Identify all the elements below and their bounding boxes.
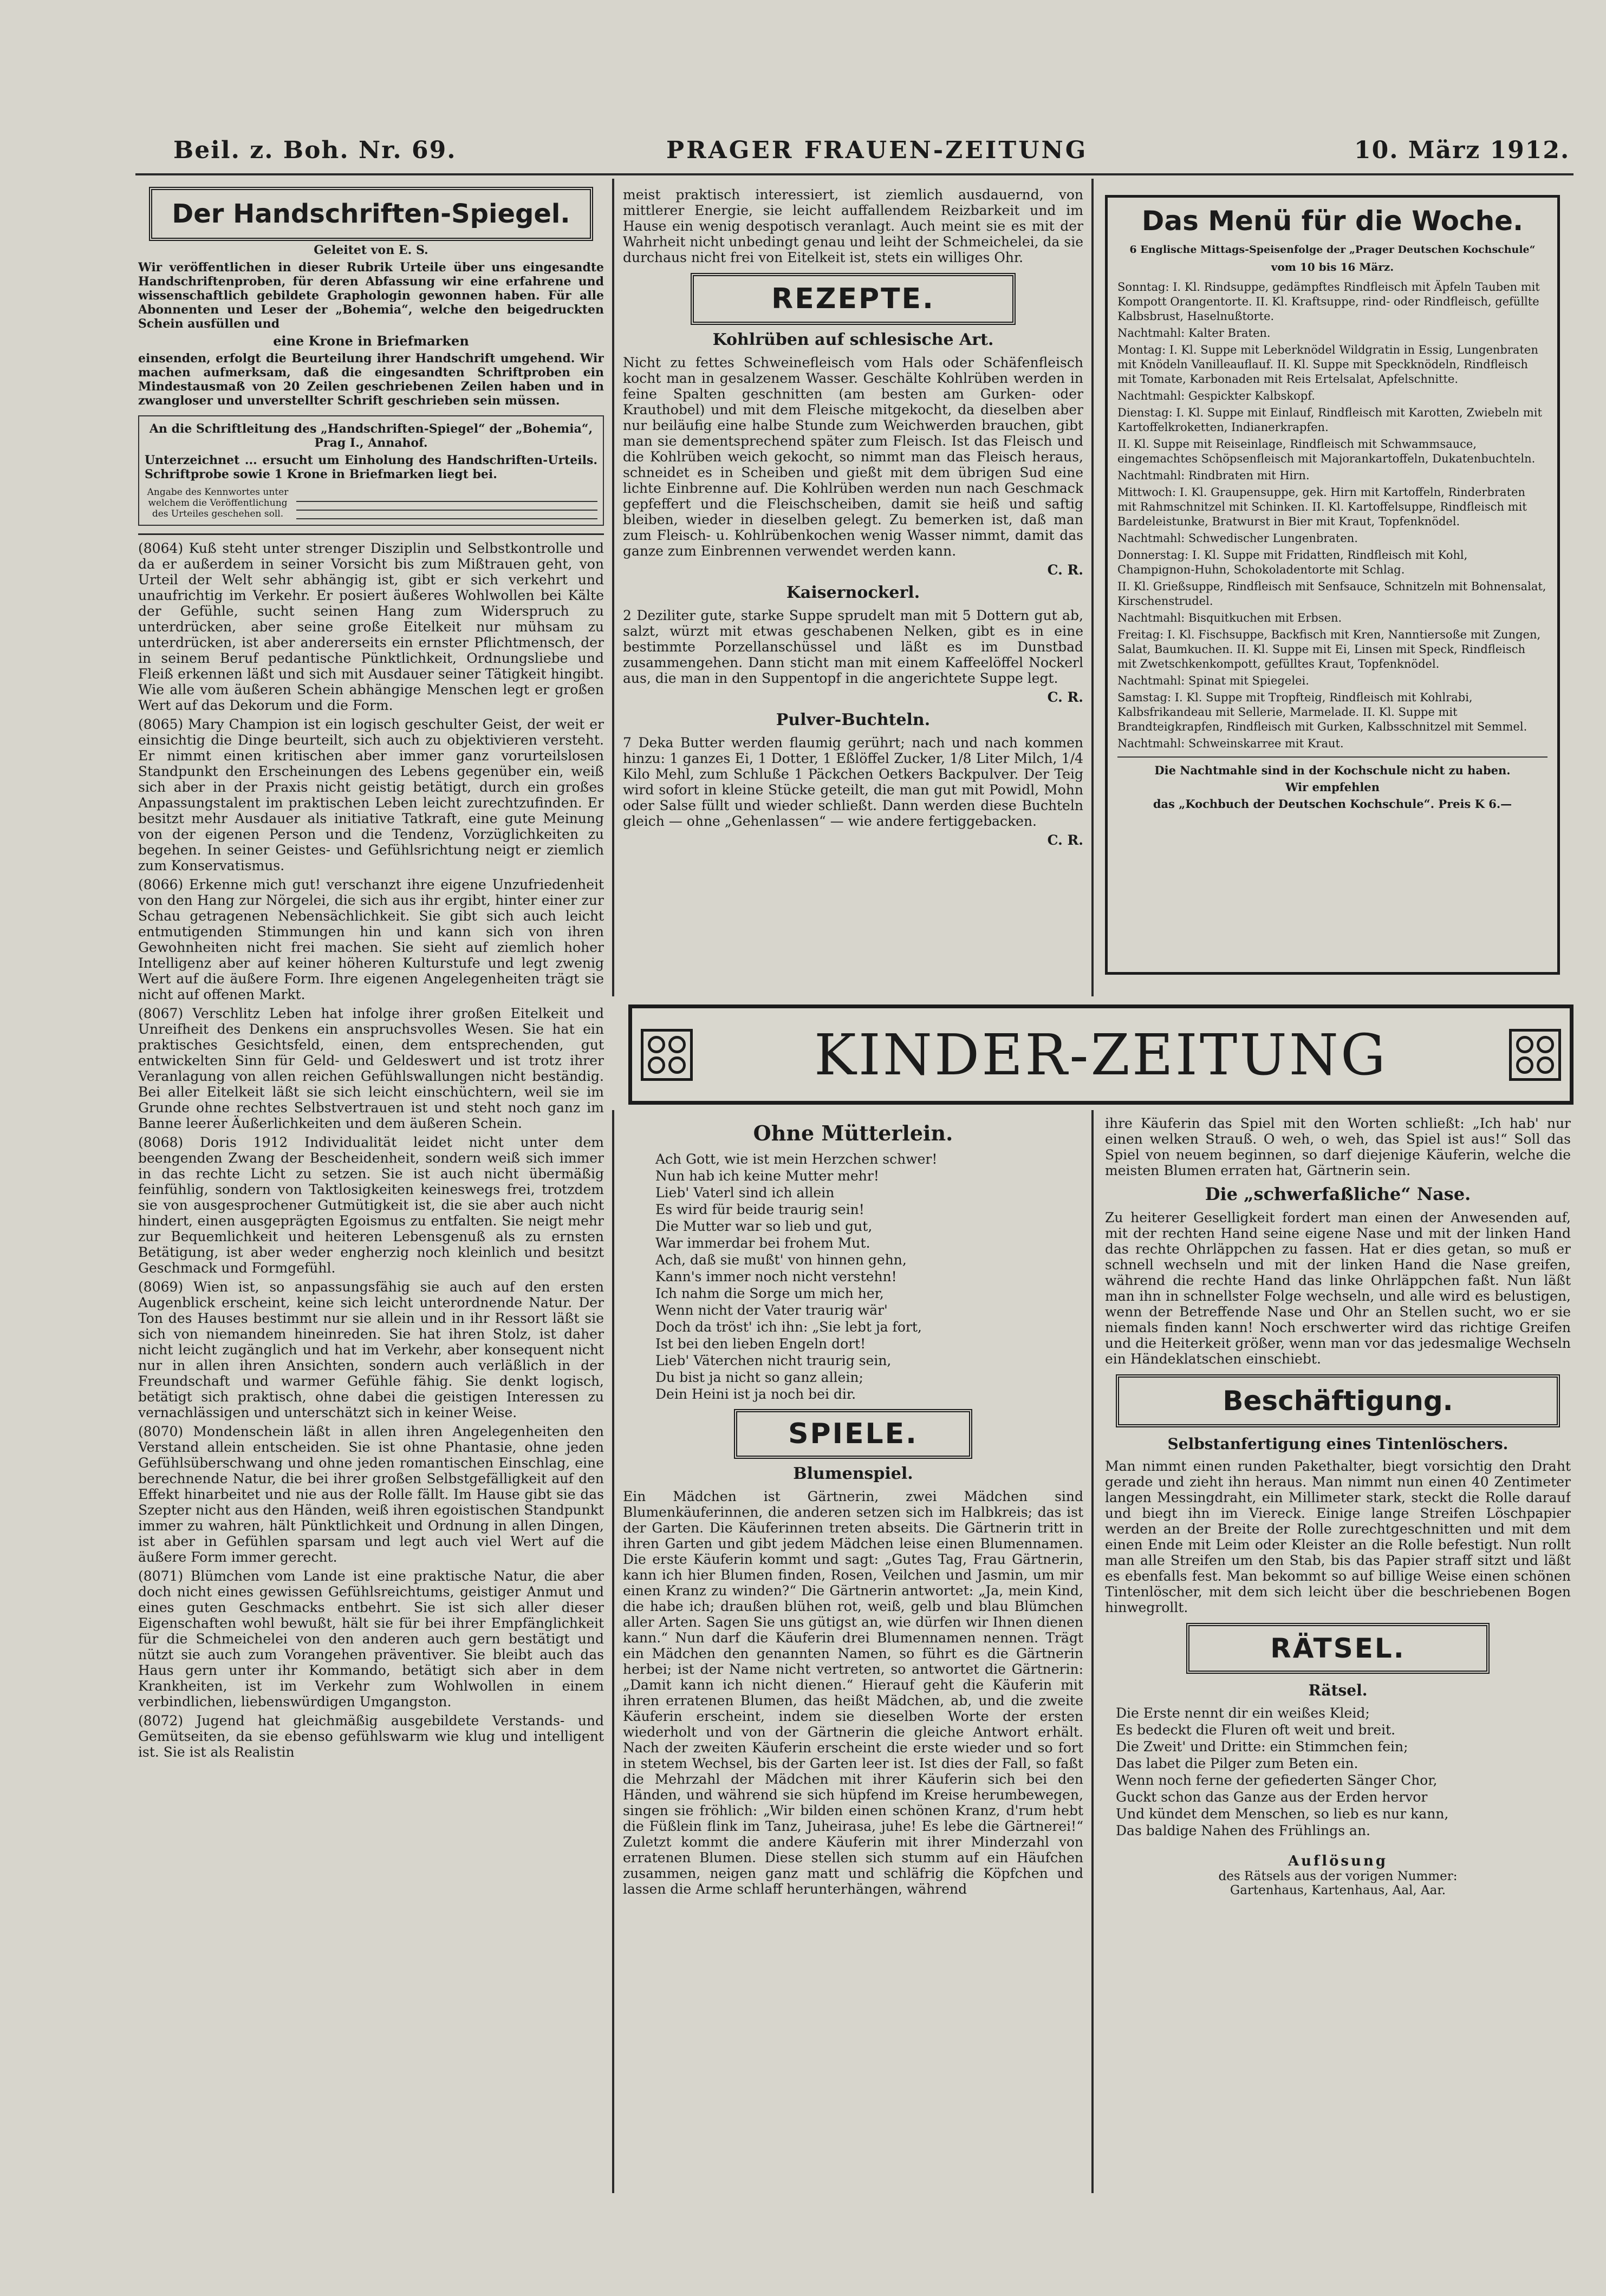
raetsel-line: Die Zweit' und Dritte: ein Stimmchen fein; <box>1116 1739 1408 1754</box>
handwriting-entry: (8070) Mondenschein läßt in allen ihren Angelegenheiten den Verstand allein entscheiden. Sie ist ohne Phantasie, ohne jeden Gefühlsüberschwang und ohne jeden romantischen Einschlag, eine berechnende Natur, die bei ihrer großen Selbstgefälligkeit auf den Effekt hinarbeitet und nie aus der Rolle fällt. Im Hause gibt sie das Szepter nicht aus den Händen, weiß ihren egoistischen Standpunkt immer zu wahren, hält Pünktlichkeit und Ordnung in allen Dingen, ist aber in Gefühlen sparsam und legt auch viel Wert auf die äußere Form immer gerecht. <box>138 1424 604 1565</box>
issue-date: 10. März 1912. <box>1354 136 1570 164</box>
poem-title: Ohne Mütterlein. <box>753 1121 953 1145</box>
column-rule <box>612 179 614 996</box>
poem-line: Lieb' Väterchen nicht traurig sein, <box>655 1353 892 1368</box>
menu-day: Nachtmahl: Gespickter Kalbskopf. <box>1117 389 1315 402</box>
menu-day: Dienstag: I. Kl. Suppe mit Einlauf, Rindfleisch mit Karotten, Zwiebeln mit Kartoffelkroketten, Indianerkrapfen. <box>1117 406 1542 434</box>
handwriting-entry: (8072) Jugend hat gleichmäßig ausgebildete Verstands- und Gemütseiten, da sie ebenso gefühlswarm wie klug und intelligent ist. Sie ist als Realistin <box>138 1713 604 1760</box>
blumenspiel-text: Ein Mädchen ist Gärtnerin, zwei Mädchen sind Blumenkäuferinnen, die anderen setzen sich im Halbkreis; das ist der Garten. Die Käuferinnen treten abseits. Die Gärtnerin tritt in ihren Garten und gibt jedem Mädchen leise einen Blumennamen. Die erste Käuferin kommt und sagt: „Gutes Tag, Frau Gärtnerin, kann ich hier Blumen finden, Rosen, Veilchen und Jasmin, um mir einen Kranz zu winden?“ Die Gärtnerin antwortet: „Ja, mein Kind, die habe ich; draußen blühen rot, weiß, gelb und blau Blümchen aller Arten. Sagen Sie uns gütigst an, wie dürfen wir Ihnen dienen kann.“ Nun darf die Käuferin drei Blumennamen nennen. Trägt ein Mädchen den genannten Namen, so führt es die Gärtnerin herbei; ist der Name nicht vertreten, so antwortet die Gärtnerin: „Damit kann ich nicht dienen.“ Hierauf geht die Käuferin mit ihren erratenen Blumen, das heißt Mädchen, ab, und die zweite Käuferin erscheint, indem sie dieselben Worte der ersten wiederholt und von der Gärtnerin die gleiche Antwort erhält. Nach der zweiten Käuferin erscheint die erste wieder und so fort in stetem Wechsel, bis der Garten leer ist. Ist dies der Fall, so faßt die Mehrzahl der Mädchen mit ihrer Käuferin sich bei den Händen, und während sie sich hüpfend im Kreise herumbewegen, singen sie fröhlich: „Wir bilden einen schönen Kranz, d'rum hebt die Füßlein flink im Tanz, Juheirasa, juhe! Es lebe die Gärtnerei!“ Zuletzt kommt die andere Käuferin mit ihrer Minderzahl von erratenen Blumen. Diese stellen sich stumm auf ein Häufchen zusammen, neigen ganz matt und schläfrig die Köpfchen und lassen die Arme schlaff herunterhängen, während <box>623 1489 1083 1897</box>
handschriften-intro-center: eine Krone in Briefmarken <box>273 333 469 349</box>
coupon-input-line[interactable] <box>296 501 597 502</box>
raetsel-line: Das baldige Nahen des Frühlings an. <box>1116 1823 1370 1838</box>
recipe-title: Kohlrüben auf schlesische Art. <box>712 330 994 349</box>
recipe-signature: C. R. <box>1047 562 1083 578</box>
raetsel-line: Wenn noch ferne der gefiederten Sänger Chor, <box>1116 1772 1438 1788</box>
handschriften-title: Der Handschriften-Spiegel. <box>149 187 593 241</box>
menu-day: Samstag: I. Kl. Suppe mit Tropfteig, Rindfleisch mit Kohlrabi, Kalbsfrikandeau mit Sellerie, Marmelade. II. Kl. Suppe mit Brandteigkrapfen, Rindfleisch mit Gurken, Kalbsschnitzel mit Semmel. <box>1117 691 1527 733</box>
blumenspiel-title: Blumenspiel. <box>793 1464 913 1483</box>
poem-line: Lieb' Vaterl sind ich allein <box>655 1185 835 1201</box>
poem-line: Es wird für beide traurig sein! <box>655 1202 864 1217</box>
handwriting-entry: (8067) Verschlitz Leben hat infolge ihrer großen Eitelkeit und Unreifheit des Denkens ein anspruchsvolles Wesen. Sie hat ein praktisches Gesichtsfeld, einen, dem entsprechenden, gut entwickelten Sinn für Geld- und Geldeswert und ist trotz ihrer Veranlagung von allen reichen Gefühlswallungen nicht beständig. Bei aller Eitelkeit läßt sie sich leicht einschüchtern, weil sie im Grunde ohne rechtes Selbstvertrauen ist und steht noch ganz im Banne leerer Äußerlichkeiten und dem äußeren Schein. <box>138 1006 604 1131</box>
handschriften-entries <box>138 540 604 1760</box>
nase-text: Zu heiterer Geselligkeit fordert man einen der Anwesenden auf, mit der rechten Hand seine eigene Nase und mit der linken Hand das rechte Ohrläppchen zu fassen. Hat er dies getan, so muß er schnell wechseln und mit der linken Hand die Nase greifen, während die rechte Hand das linke Ohrläppchen faßt. Nun läßt man ihn in schnellster Folge wechseln, und alle wird es belustigen, wenn der Betreffende Nase und Ohr an Stellen sucht, wo er sie niemals finden kann! Noch erschwerter wird das richtige Greifen und die Heiterkeit größer, wenn man vor das jedesmalige Wechseln ein Händeklatschen einschiebt. <box>1105 1210 1571 1367</box>
coupon-form <box>145 487 597 519</box>
column-rule <box>1091 1110 1094 2193</box>
coupon-box <box>138 415 604 526</box>
menu-day: II. Kl. Suppe mit Reiseinlage, Rindfleisch mit Schwammsauce, eingemachtes Schöpsenfleisch mit Majorankartoffeln, Dukatenbuchteln. <box>1117 438 1536 465</box>
kinder-column-left <box>623 1116 1083 2193</box>
poem-line: Doch da tröst' ich ihn: „Sie lebt ja fort, <box>655 1319 922 1335</box>
raetsel-line: Das labet die Pilger zum Beten ein. <box>1116 1756 1358 1771</box>
kinder-zeitung-band <box>628 1004 1574 1105</box>
section-rule <box>138 533 604 535</box>
handschriften-editor: Geleitet von E. S. <box>314 243 428 257</box>
beschaeftigung-title: Beschäftigung. <box>1116 1374 1560 1427</box>
header-rule <box>135 173 1574 175</box>
poem-line: Ach Gott, wie ist mein Herzchen schwer! <box>655 1151 938 1167</box>
raetsel-subtitle: Rätsel. <box>1308 1681 1368 1699</box>
poem-line: Du bist ja nicht so ganz allein; <box>655 1369 863 1385</box>
poem-line: War immerdar bei frohem Mut. <box>655 1235 870 1251</box>
coupon-lines <box>291 501 597 519</box>
nase-title: Die „schwerfaßliche“ Nase. <box>1205 1184 1471 1204</box>
aufloesung-answer: Gartenhaus, Kartenhaus, Aal, Aar. <box>1230 1883 1446 1897</box>
aufloesung-text: des Rätsels aus der vorigen Nummer: <box>1218 1869 1458 1883</box>
menu-dates: vom 10 bis 16 März. <box>1271 260 1394 273</box>
poem-line: Kann's immer noch nicht verstehn! <box>655 1269 897 1284</box>
poem-line: Wenn nicht der Vater traurig wär' <box>655 1302 888 1318</box>
recipe-text: 7 Deka Butter werden flaumig gerührt; nach und nach kommen hinzu: 1 ganzes Ei, 1 Dotter, 1 Eßlöffel Zucker, 1/8 Liter Milch, 1/4 Kilo Mehl, zum Schluße 1 Päckchen Oetkers Backpulver. Der Teig wird sofort in kleine Stücke geteilt, die man gut mit Powidl, Mohn oder Salse füllt und wieder schließt. Dann werden diese Buchteln gleich — ohne „Gehenlassen“ — wie andere fertiggebacken. <box>623 735 1083 829</box>
menu-day: Sonntag: I. Kl. Rindsuppe, gedämpftes Rindfleisch mit Äpfeln Tauben mit Kompott Orangentorte. II. Kl. Kraftsuppe, rind- oder Rindfleisch, gefüllte Kalbsbrust, Haselnußtorte. <box>1117 281 1540 323</box>
menu-day: Nachtmahl: Kalter Braten. <box>1117 327 1271 340</box>
recipe-title: Kaisernockerl. <box>786 583 920 602</box>
menu-divider <box>1117 756 1548 758</box>
handwriting-entry: (8069) Wien ist, so anpassungsfähig sie auch auf den ersten Augenblick erscheint, keine sich leicht unterordnende Natur. Der Ton des Hauses bestimmt nur sie allein und in ihr Ressort läßt sie sich von niemandem hineinreden. Sie hat ihren Stolz, ist daher nicht leicht zugänglich und hat im Verkehr, aber konsequent nicht nur in allen ihren Ansichten, sondern auch verläßlich in der Freundschaft und warmer Gefühle fähig. Sie denkt logisch, betätigt sich praktisch, ohne dabei die geistigen Interessen zu vernachlässigen und unterschätzt sich in keiner Weise. <box>138 1279 604 1420</box>
poem-line: Ach, daß sie mußt' von hinnen gehn, <box>655 1252 907 1268</box>
handwriting-entry: (8066) Erkenne mich gut! verschanzt ihre eigene Unzufriedenheit von den Hang zur Nörgelei, die sich aus ihr ergibt, hinter einer zur Schau getragenen Nebensächlichkeit. Sie gibt sich auch leicht entmutigenden Stimmungen hin und kann sich von ihren Gewohnheiten nicht frei machen. Sie sieht auf ziemlich hoher Intelligenz aber auf keiner höheren Kulturstufe und legt zwenig Wert auf die äußere Form. Ihre eigenen Angelegenheiten trägt sie nicht auf offenen Markt. <box>138 877 604 1002</box>
coupon-text: Unterzeichnet ... ersucht um Einholung des Handschriften-Urteils. Schriftprobe sowie 1 Krone in Briefmarken liegt bei. <box>145 453 597 481</box>
menu-day: Mittwoch: I. Kl. Graupensuppe, gek. Hirn mit Kartoffeln, Rinderbraten mit Rahmschnitzel mit Schinken. II. Kl. Kartoffelsuppe, Rindfleisch mit Bardeleistunke, Bratwurst in Bier mit Kraut, Topfenknödel. <box>1117 486 1527 528</box>
clover-ornament-icon <box>641 1029 693 1081</box>
continued-text: meist praktisch interessiert, ist ziemlich ausdauernd, von mittlerer Energie, sie leicht auffallendem Reizbarkeit und im Hause ein wenig despotisch veranlagt. Auch meint sie es mit der Wahrheit nicht unbedingt genau und leiht der Schmeichelei, da sie durchaus nicht frei von Eitelkeit ist, stets ein williges Ohr. <box>623 187 1083 265</box>
raetsel-line: Guckt schon das Ganze aus der Erden hervor <box>1116 1789 1428 1805</box>
poem-line: Dein Heini ist ja noch bei dir. <box>655 1386 856 1402</box>
tinten-title: Selbstanfertigung eines Tintenlöschers. <box>1167 1435 1509 1453</box>
raetsel-line: Es bedeckt die Fluren oft weit und breit. <box>1116 1722 1396 1738</box>
menu-day: Montag: I. Kl. Suppe mit Leberknödel Wildgratin in Essig, Lungenbraten mit Knödeln Vanilleauflauf. II. Kl. Suppe mit Speckknödeln, Rindfleisch mit Tomate, Karbonaden mit Reis Ertelsalat, Apfelschnitte. <box>1117 343 1538 386</box>
raetsel-line: Die Erste nennt dir ein weißes Kleid; <box>1116 1705 1370 1721</box>
menu-day: Donnerstag: I. Kl. Suppe mit Fridatten, Rindfleisch mit Kohl, Champignon-Huhn, Schokoladentorte mit Schlag. <box>1117 549 1468 576</box>
recipe-signature: C. R. <box>1047 689 1083 705</box>
menu-subtitle: 6 Englische Mittags-Speisenfolge der „Prager Deutschen Kochschule“ <box>1129 244 1536 256</box>
handschriften-intro: Wir veröffentlichen in dieser Rubrik Urteile über uns eingesandte Handschriftenproben, für deren Abfassung wir eine erfahrene und wissenschaftlich gebildete Graphologin gewonnen haben. Für alle Abonnenten und Leser der „Bohemia“, welche den beigedruckten Schein ausfüllen und <box>138 260 604 331</box>
menu-cookbook: das „Kochbuch der Deutschen Kochschule“. Preis K 6.— <box>1153 797 1512 811</box>
handschriften-intro-2: einsenden, erfolgt die Beurteilung ihrer Handschrift umgehend. Wir machen aufmerksam, daß die eingesandten Schriftproben ein Mindestausmaß von 20 Zeilen geschriebenen Zeilen haben und in zwangloser und unverstellter Schrift geschrieben sein müssen. <box>138 351 604 408</box>
recipe-text: 2 Deziliter gute, starke Suppe sprudelt man mit 5 Dottern gut ab, salzt, würzt mit etwas geschabenen Nelken, gibt es in eine bestimmte Porzellanschüssel und läßt es im Dunstbad zusammengehen. Dann sticht man mit einem Kaffeelöffel Nockerl aus, die man in den Suppentopf in die angerichtete Suppe legt. <box>623 608 1083 686</box>
rezepte-title: REZEPTE. <box>691 273 1016 325</box>
recipes-list <box>623 330 1083 848</box>
coupon-address: An die Schriftleitung des „Handschriften-Spiegel“ der „Bohemia“, Prag I., Annahof. <box>149 422 593 450</box>
tinten-text: Man nimmt einen runden Pakethalter, biegt vorsichtig den Draht gerade und zieht ihn heraus. Man nimmt nun einen 40 Zentimeter langen Messingdraht, ein Millimeter stark, steckt die Rolle darauf und biegt ihn im Viereck. Einige lange Streifen Löschpapier werden an der Breite der Rolle zurechtgeschnitten und mit dem einen Ende mit Leim oder Kleister an die Rolle befestigt. Nun rollt man alle Streifen um den Stab, bis das Papier straff sitzt und läßt es ebenfalls fest. Man bekommt so auf billige Weise einen schönen Tintenlöscher, mit dem sich leicht über die beschriebenen Bogen hinwegrollt. <box>1105 1458 1571 1615</box>
poem-line: Ich nahm die Sorge um mich her, <box>655 1286 884 1301</box>
issue-number: Beil. z. Boh. Nr. 69. <box>173 136 457 164</box>
poem-line: Nun hab ich keine Mutter mehr! <box>655 1168 879 1184</box>
menu-day: Nachtmahl: Bisquitkuchen mit Erbsen. <box>1117 611 1342 624</box>
menu-day: Freitag: I. Kl. Fischsuppe, Backfisch mit Kren, Nanntiersoße mit Zungen, Salat, Baumkuchen. II. Kl. Suppe mit Ei, Linsen mit Speck, Rindfleisch mit Zwetschkenkompott, gefülltes Kraut, Topfenknödel. <box>1117 628 1541 670</box>
newspaper-title: PRAGER FRAUEN-ZEITUNG <box>666 136 1088 164</box>
aufloesung-title: Auflösung <box>1288 1853 1388 1869</box>
poem-body <box>623 1151 1083 1403</box>
handschriften-column <box>138 187 604 2190</box>
menu-days <box>1117 280 1548 751</box>
menu-day: Nachtmahl: Spinat mit Spiegelei. <box>1117 674 1309 687</box>
rezepte-column <box>623 187 1083 999</box>
handwriting-entry: (8064) Kuß steht unter strenger Disziplin und Selbstkontrolle und da er außerdem in seiner Vorsicht bis zum Mißtrauen geht, von Urteil der Welt sehr abhängig ist, gibt er sich verkehrt und unaufrichtig im Verkehr. Er posiert äußeres Wohlwollen bei Kälte der Gefühle, sucht seinen Hang zum Widerspruch zu unterdrücken, aber seine große Eitelkeit nur mühsam zu unterdrücken, ist aber andererseits ein ernster Pflichtmensch, der in seinem Beruf pedantische Pünktlichkeit, Ordnungsliebe und Fleiß erkennen läßt und sich mit Ausdauer seiner Tätigkeit hingibt. Wie alle vom äußeren Schein abhängige Menschen legt er großen Wert auf das Dekorum und die Form. <box>138 540 604 713</box>
coupon-input-line[interactable] <box>296 518 597 519</box>
kinder-column-right <box>1105 1116 1571 2193</box>
column-rule <box>1091 179 1094 996</box>
menu-note: Die Nachtmahle sind in der Kochschule nicht zu haben. <box>1154 764 1511 777</box>
recipe-signature: C. R. <box>1047 832 1083 848</box>
raetsel-title: RÄTSEL. <box>1186 1623 1490 1674</box>
handwriting-entry: (8071) Blümchen vom Lande ist eine praktische Natur, die aber doch nicht eines gewissen Gefühlsreichtums, geistiger Anmut und eines guten Geschmacks entbehrt. Sie ist sich aller dieser Eigenschaften wohl bewußt, hält sie für bei ihrer Empfänglichkeit für die Schmeichelei von den anderen auch gern bestätigt und nützt sie auch zum Vorangehen präventiver. Sie bleibt auch das Haus gern unter ihr Kommando, betätigt sich aber in dem Krankheiten, ist im Verkehr zum Wohlwollen in einem verbindlichen, liebenswürdigen Umgangston. <box>138 1568 604 1710</box>
coupon-input-line[interactable] <box>296 510 597 511</box>
handwriting-entry: (8065) Mary Champion ist ein logisch geschulter Geist, der weit er einsichtig die Dinge beurteilt, sich auch zu objektivieren versteht. Er nimmt einen kritischen aber immer ganz vorurteilslosen Standpunkt den Erscheinungen des Lebens gegenüber ein, weiß sich aber in der Praxis nicht geistig betätigt, durch ein großes Anpassungstalent im praktischen Leben leicht zurechtzufinden. Er besitzt mehr Ausdauer als initiative Tatkraft, eine gute Meinung von der eigenen Person und die Tendenz, Vorzüglichkeiten zu begehen. In seiner Geistes- und Gefühlsrichtung neigt er ziemlich zum Konservatismus. <box>138 716 604 873</box>
raetsel-line: Und kündet dem Menschen, so lieb es nur kann, <box>1116 1806 1449 1822</box>
menu-box <box>1105 195 1560 975</box>
recipe-text: Nicht zu fettes Schweinefleisch vom Hals oder Schäfenfleisch kocht man in gesalzenem Wasser. Geschälte Kohlrüben werden in feine Spalten geschnitten (am besten am Gurken- oder Krauthobel) und mit dem Fleische mitgekocht, da dieselben aber nur beiläufig eine halbe Stunde zum Weichwerden brauchen, gibt man sie dementsprechend später zum Fleisch. Ist das Fleisch und die Kohlrüben weich gekocht, so nimmt man das Fleisch heraus, schneidet es in Scheiben und gießt mit dem übrigen Sud eine lichte Einbrenne auf. Die Kohlrüben werden nun nach Geschmack gepfeffert und die Fleischscheiben, damit sie heiß und saftig bleiben, wieder in dieselben gelegt. Zu bemerken ist, daß man zum Fleisch- u. Kohlrübenkochen wenig Wasser nimmt, damit das ganze zum Einbrennen verwendet werden kann. <box>623 355 1083 559</box>
kinder-zeitung-title: KINDER-ZEITUNG <box>814 1021 1388 1088</box>
menu-day: Nachtmahl: Rindbraten mit Hirn. <box>1117 469 1310 482</box>
menu-title: Das Menü für die Woche. <box>1141 205 1524 237</box>
poem-line: Die Mutter war so lieb und gut, <box>655 1218 873 1234</box>
menu-day: Nachtmahl: Schweinskarree mit Kraut. <box>1117 737 1344 750</box>
spiele-title: SPIELE. <box>734 1409 972 1459</box>
column-rule <box>612 1110 614 2193</box>
blumenspiel-ending: ihre Käuferin das Spiel mit den Worten schließt: „Ich hab' nur einen welken Strauß. O weh, o weh, das Spiel ist aus!“ Soll das Spiel von neuem beginnen, so darf diejenige Käuferin, welche die meisten Blumen erraten hat, Gärtnerin sein. <box>1105 1116 1571 1178</box>
menu-day: Nachtmahl: Schwedischer Lungenbraten. <box>1117 532 1358 545</box>
menu-day: II. Kl. Grießsuppe, Rindfleisch mit Senfsauce, Schnitzeln mit Bohnensalat, Kirschenstrudel. <box>1117 580 1546 608</box>
handwriting-entry: (8068) Doris 1912 Individualität leidet nicht unter dem beengenden Zwang der Bescheidenheit, sondern weiß sich immer in das rechte Licht zu setzen. Sie ist auch nicht übermäßig feinfühlig, sondern von Taktlosigkeiten keineswegs frei, trotzdem sie von ausgesprochener Gutmütigkeit ist, die sie aber auch nicht hindert, einen ausgeprägten Egoismus zu entfalten. Sie neigt mehr zur Bequemlichkeit und heiteren Lebensgenuß als zu ernsten Betätigung, ist aber weder engherzig noch kleinlich und besitzt Geschmack und Formgefühl. <box>138 1134 604 1276</box>
coupon-label: Angabe des Kennwortes unter welchem die Veröffentlichung des Urteiles geschehen soll. <box>147 487 289 519</box>
recipe-title: Pulver-Buchteln. <box>776 710 931 729</box>
clover-ornament-icon <box>1509 1029 1561 1081</box>
raetsel-body <box>1105 1705 1571 1839</box>
poem-line: Ist bei den lieben Engeln dort! <box>655 1336 866 1352</box>
menu-recommend: Wir empfehlen <box>1285 780 1380 794</box>
